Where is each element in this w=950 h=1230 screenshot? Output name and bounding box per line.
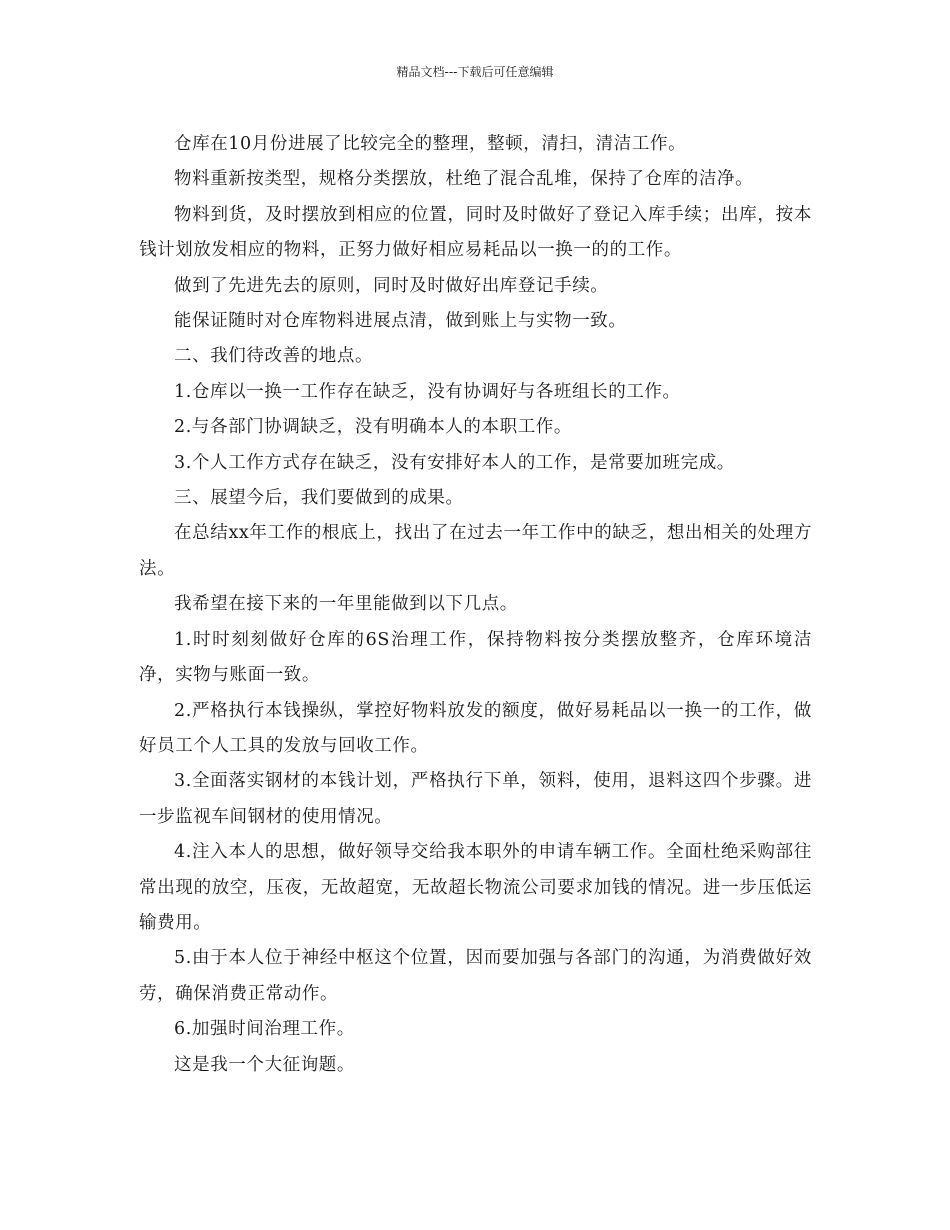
page-header: 精品文档---下载后可任意编辑 (396, 65, 554, 79)
paragraph: 能保证随时对仓库物料进展点清，做到账上与实物一致。 (174, 311, 627, 332)
list-item: 3.个人工作方式存在缺乏，没有安排好本人的工作，是常要加班完成。 (174, 452, 735, 473)
list-item: 6.加强时间治理工作。 (174, 1019, 355, 1040)
list-item: 1.仓库以一换一工作存在缺乏，没有协调好与各班组长的工作。 (174, 381, 681, 402)
list-item: 2.与各部门协调缺乏，没有明确本人的本职工作。 (174, 417, 572, 438)
list-item: 5.由于本人位于神经中枢这个位置，因而要加强与各部门的沟通，为消费做好效劳，确保消费正常动作。 (139, 948, 812, 1004)
list-item: 3.全面落实钢材的本钱计划，严格执行下单，领料，使用，退料这四个步骤。进一步监视车间钢材的使用情况。 (139, 771, 812, 827)
document-body (139, 127, 812, 1083)
list-item: 4.注入本人的思想，做好领导交给我本职外的申请车辆工作。全面杜绝采购部往常出现的放空，压夜，无故超宽，无故超长物流公司要求加钱的情况。进一步压低运输费用。 (139, 842, 812, 933)
section-heading: 三、展望今后，我们要做到的成果。 (174, 488, 464, 509)
list-item: 2.严格执行本钱操纵，掌控好物料放发的额度，做好易耗品以一换一的工作，做好员工个人工具的发放与回收工作。 (139, 700, 812, 756)
paragraph: 这是我一个大征询题。 (174, 1054, 355, 1075)
section-heading: 二、我们待改善的地点。 (174, 346, 374, 367)
list-item: 1.时时刻刻做好仓库的6S治理工作，保持物料按分类摆放整齐，仓库环境洁净，实物与账面一致。 (139, 629, 812, 686)
paragraph: 在总结xx年工作的根底上，找出了在过去一年工作中的缺乏，想出相关的处理方法。 (139, 523, 812, 579)
paragraph: 仓库在10月份进展了比较完全的整理，整顿，清扫，清洁工作。 (174, 134, 687, 154)
paragraph: 物料到货，及时摆放到相应的位置，同时及时做好了登记入库手续；出库，按本钱计划放发相应的物料，正努力做好相应易耗品以一换一的的工作。 (139, 204, 812, 261)
paragraph: 我希望在接下来的一年里能做到以下几点。 (174, 594, 518, 615)
paragraph: 物料重新按类型，规格分类摆放，杜绝了混合乱堆，保持了仓库的洁净。 (174, 169, 754, 190)
paragraph: 做到了先进先去的原则，同时及时做好出库登记手续。 (174, 275, 609, 296)
